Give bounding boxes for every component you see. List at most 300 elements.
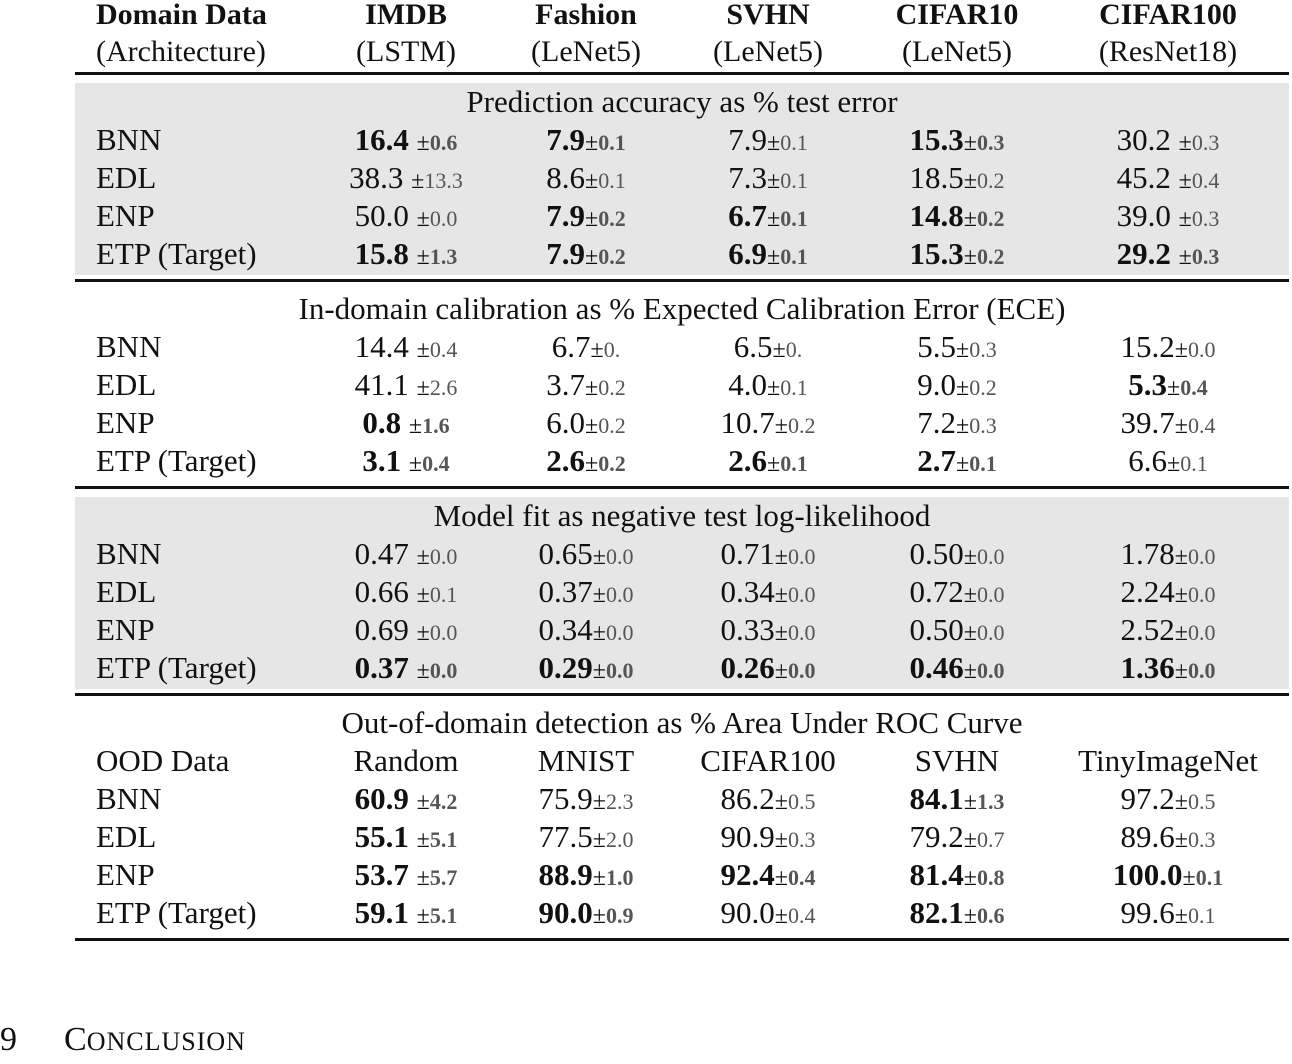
metric-cell [1121,894,1216,932]
metric-value: 6.6 [1128,443,1168,478]
plus-minus-symbol: ± [416,130,430,156]
metric-cell [910,780,1005,818]
plus-minus-symbol: ± [592,582,606,608]
metric-cell [546,235,625,273]
header-row-2 [75,36,1289,72]
plus-minus-symbol: ± [592,658,606,684]
metric-value: 0.33 [720,612,775,647]
table-row [75,649,1289,687]
metric-cell [728,121,807,159]
plus-minus-symbol: ± [1174,582,1188,608]
heading-rest: ONCLUSION [86,1027,246,1056]
metric-std: 0.3 [969,413,997,438]
metric-std: 0.3 [1187,827,1216,852]
metric-cell [355,366,458,404]
metric-cell [355,121,458,159]
metric-value: 50.0 [354,198,409,233]
metric-cell [362,404,449,442]
metric-std: 0.1 [969,451,997,476]
metric-value: 2.52 [1120,612,1175,647]
plus-minus-symbol: ± [1174,337,1188,363]
plus-minus-symbol: ± [1174,620,1188,646]
metric-cell [728,197,807,235]
header-col-5: CIFAR100 [1099,0,1237,31]
metric-std: 0.5 [1187,789,1216,814]
metric-value: 2.6 [728,443,768,478]
metric-std: 0.0 [605,658,634,683]
metric-std: 0.4 [787,903,816,928]
plus-minus-symbol: ± [408,451,423,477]
metric-value: 0.34 [720,574,775,609]
plus-minus-symbol: ± [592,544,606,570]
metric-std: 0.0 [976,544,1005,569]
metric-std: 0.1 [780,244,808,269]
metric-cell [1117,159,1220,197]
table-row [75,366,1289,404]
metric-std: 0.1 [1180,451,1208,476]
metric-cell [355,611,458,649]
table-body [75,83,1289,941]
metric-std: 0.1 [1195,865,1224,890]
plus-minus-symbol: ± [416,903,430,929]
plus-minus-symbol: ± [1167,451,1181,477]
plus-minus-symbol: ± [963,827,977,853]
metric-std: 0.1 [780,130,808,155]
metric-cell [546,197,625,235]
metric-cell [721,573,816,611]
table-row [75,818,1289,856]
metric-cell [917,328,996,366]
metric-value: 53.7 [354,857,409,892]
plus-minus-symbol: ± [416,827,430,853]
plus-minus-symbol: ± [963,658,977,684]
metric-cell [546,404,625,442]
plus-minus-symbol: ± [963,244,977,270]
plus-minus-symbol: ± [767,451,781,477]
metric-value: 2.7 [917,443,957,478]
metric-std: 0.4 [1191,168,1220,193]
metric-std: 0.2 [598,451,626,476]
metric-cell [349,159,463,197]
header-domain-data: Domain Data [96,0,267,31]
plus-minus-symbol: ± [774,413,788,439]
metric-std: 0.0 [976,620,1005,645]
plus-minus-symbol: ± [956,413,970,439]
metric-value: 88.9 [538,857,593,892]
plus-minus-symbol: ± [592,827,606,853]
plus-minus-symbol: ± [1167,375,1181,401]
plus-minus-symbol: ± [416,620,430,646]
metric-value: 38.3 [349,160,404,195]
table-row [75,328,1289,366]
metric-cell [721,404,816,442]
ood-subheader-row [75,742,1289,780]
metric-cell [917,366,996,404]
metric-value: 55.1 [354,819,409,854]
metric-std: 0.2 [787,413,816,438]
metric-std: 0.0 [976,658,1005,683]
metric-cell [910,573,1005,611]
metric-value: 10.7 [720,405,775,440]
metric-cell [1121,780,1216,818]
metric-value: 5.3 [1128,367,1168,402]
metric-std: 0.2 [598,244,626,269]
ood-data-label: OOD Data [96,743,230,778]
metric-std: 0.7 [976,827,1005,852]
metric-value: 16.4 [354,122,409,157]
metric-value: 92.4 [720,857,775,892]
metric-cell [539,649,634,687]
metric-std: 0.0 [429,620,458,645]
metric-cell [355,235,458,273]
plus-minus-symbol: ± [1178,168,1192,194]
section-1 [75,83,1289,275]
plus-minus-symbol: ± [1174,413,1188,439]
metric-value: 9.0 [917,367,957,402]
plus-minus-symbol: ± [585,168,599,194]
metric-cell [910,894,1005,932]
metric-cell [1121,611,1216,649]
plus-minus-symbol: ± [963,789,977,815]
metric-value: 5.5 [917,329,957,364]
metric-cell [539,611,634,649]
header-row-1 [75,0,1289,36]
metric-std: 0.0 [1187,337,1216,362]
plus-minus-symbol: ± [592,903,606,929]
metric-cell [910,121,1005,159]
header-arch-2: (LeNet5) [531,35,641,68]
metric-value: 0.47 [354,536,409,571]
metric-cell [539,535,634,573]
metric-cell [917,442,996,480]
plus-minus-symbol: ± [772,337,786,363]
table-row [75,121,1289,159]
metric-value: 0.29 [538,650,593,685]
section-title: Prediction accuracy as % test error [466,84,898,119]
metric-std: 0.4 [1180,375,1208,400]
metric-std: 0.1 [780,375,808,400]
plus-minus-symbol: ± [774,658,788,684]
metric-value: 59.1 [354,895,409,930]
metric-cell [539,856,634,894]
metric-cell [355,573,458,611]
plus-minus-symbol: ± [956,375,970,401]
method-label: ENP [96,612,155,647]
metric-cell [539,780,634,818]
header-col-4: CIFAR10 [895,0,1019,31]
plus-minus-symbol: ± [774,620,788,646]
header-arch-4: (LeNet5) [902,35,1012,68]
plus-minus-symbol: ± [963,865,977,891]
metric-cell [1121,404,1216,442]
metric-cell [734,328,802,366]
metric-value: 0.26 [720,650,775,685]
metric-cell [721,818,816,856]
metric-cell [355,894,458,932]
metric-value: 0.71 [720,536,775,571]
metric-std: 1.6 [422,413,450,438]
metric-std: 5.1 [429,903,458,928]
metric-std: 1.3 [976,789,1005,814]
plus-minus-symbol: ± [592,865,606,891]
metric-value: 81.4 [909,857,964,892]
metric-cell [728,235,807,273]
metric-value: 0.66 [354,574,409,609]
plus-minus-symbol: ± [416,375,430,401]
method-label: ENP [96,857,155,892]
metric-value: 1.36 [1120,650,1175,685]
plus-minus-symbol: ± [963,130,977,156]
metric-cell [1117,121,1220,159]
metric-cell [910,159,1005,197]
metric-std: 0.0 [1187,544,1216,569]
table-row [75,611,1289,649]
table-row [75,404,1289,442]
metric-std: 0.3 [1191,130,1220,155]
metric-value: 6.7 [728,198,768,233]
metric-std: 0.2 [598,413,626,438]
metric-value: 2.24 [1120,574,1175,609]
method-label: EDL [96,574,157,609]
metric-value: 60.9 [354,781,409,816]
metric-cell [539,894,634,932]
metric-cell [546,159,625,197]
section-3 [75,497,1289,689]
metric-value: 0.8 [362,405,402,440]
metric-value: 1.78 [1120,536,1175,571]
plus-minus-symbol: ± [1174,827,1188,853]
table-row [75,780,1289,818]
plus-minus-symbol: ± [963,168,977,194]
metric-value: 6.7 [551,329,591,364]
plus-minus-symbol: ± [416,544,430,570]
plus-minus-symbol: ± [774,903,788,929]
metric-cell [1121,573,1216,611]
results-table [75,0,1289,941]
metric-cell [910,535,1005,573]
plus-minus-symbol: ± [963,544,977,570]
metric-std: 0.1 [780,451,808,476]
plus-minus-symbol: ± [1174,544,1188,570]
metric-value: 7.9 [546,236,586,271]
metric-std: 5.7 [429,865,458,890]
plus-minus-symbol: ± [1174,789,1188,815]
metric-value: 86.2 [720,781,775,816]
metric-std: 0.4 [429,337,458,362]
method-label: BNN [96,122,162,157]
metric-std: 0.8 [976,865,1005,890]
plus-minus-symbol: ± [1178,130,1192,156]
metric-value: 15.2 [1120,329,1175,364]
plus-minus-symbol: ± [411,168,425,194]
metric-value: 39.7 [1120,405,1175,440]
plus-minus-symbol: ± [774,789,788,815]
metric-std: 0.1 [780,168,808,193]
metric-value: 0.72 [909,574,964,609]
metric-cell [1128,442,1207,480]
metric-std: 0.3 [1191,244,1220,269]
metric-cell [910,611,1005,649]
metric-std: 0.0 [429,544,458,569]
metric-std: 2.0 [605,827,634,852]
section-heading [0,1018,246,1064]
metric-cell [910,235,1005,273]
metric-value: 89.6 [1120,819,1175,854]
plus-minus-symbol: ± [1178,206,1192,232]
plus-minus-symbol: ± [585,244,599,270]
plus-minus-symbol: ± [963,206,977,232]
method-label: ETP (Target) [96,443,257,478]
metric-value: 15.3 [909,122,964,157]
metric-value: 15.8 [354,236,409,271]
metric-value: 77.5 [538,819,593,854]
method-label: ENP [96,198,155,233]
metric-cell [546,366,625,404]
metric-cell [362,442,449,480]
method-label: EDL [96,160,157,195]
table-row [75,442,1289,480]
plus-minus-symbol: ± [592,789,606,815]
metric-std: 0.1 [780,206,808,231]
metric-cell [1121,818,1216,856]
table-row [75,235,1289,273]
metric-cell [1121,328,1216,366]
plus-minus-symbol: ± [1174,903,1188,929]
section-rule [75,938,1289,941]
method-label: ETP (Target) [96,650,257,685]
plus-minus-symbol: ± [416,658,430,684]
metric-cell [1113,856,1223,894]
header-col-1: IMDB [365,0,447,31]
plus-minus-symbol: ± [956,451,970,477]
plus-minus-symbol: ± [1178,244,1192,270]
metric-value: 14.4 [354,329,409,364]
metric-cell [1121,649,1216,687]
plus-minus-symbol: ± [585,130,599,156]
metric-std: 0.0 [787,544,816,569]
section-4 [75,704,1289,934]
metric-value: 41.1 [354,367,409,402]
metric-cell [355,818,458,856]
metric-std: 0.0 [976,582,1005,607]
metric-std: 2.6 [429,375,458,400]
plus-minus-symbol: ± [416,865,430,891]
metric-cell [910,197,1005,235]
metric-std: 2.3 [605,789,634,814]
metric-value: 0.37 [538,574,593,609]
metric-value: 7.9 [546,198,586,233]
metric-value: 84.1 [909,781,964,816]
metric-std: 0.1 [598,168,626,193]
plus-minus-symbol: ± [585,413,599,439]
metric-std: 0.0 [787,620,816,645]
plus-minus-symbol: ± [767,168,781,194]
metric-value: 45.2 [1116,160,1171,195]
plus-minus-symbol: ± [416,206,430,232]
method-label: ETP (Target) [96,236,257,271]
plus-minus-symbol: ± [774,827,788,853]
metric-std: 1.0 [605,865,634,890]
metric-value: 7.9 [546,122,586,157]
metric-cell [721,649,816,687]
metric-cell [355,856,458,894]
metric-std: 0.0 [605,544,634,569]
metric-std: 0.0 [787,582,816,607]
metric-value: 0.50 [909,612,964,647]
metric-std: 0.1 [598,130,626,155]
metric-cell [728,442,807,480]
metric-value: 7.3 [728,160,768,195]
metric-std: 0.0 [429,206,458,231]
metric-cell [355,649,458,687]
plus-minus-symbol: ± [408,413,423,439]
header-col-3: SVHN [726,0,810,31]
metric-cell [1117,197,1220,235]
plus-minus-symbol: ± [774,544,788,570]
metric-value: 90.9 [720,819,775,854]
metric-cell [910,818,1005,856]
metric-value: 8.6 [546,160,586,195]
metric-std: 4.2 [429,789,458,814]
plus-minus-symbol: ± [585,206,599,232]
section-number: 9 [0,1021,17,1058]
metric-value: 82.1 [909,895,964,930]
metric-cell [910,649,1005,687]
plus-minus-symbol: ± [416,337,430,363]
plus-minus-symbol: ± [963,582,977,608]
metric-std: 1.3 [429,244,458,269]
metric-std: 13.3 [424,168,463,193]
table-row [75,573,1289,611]
table-row [75,197,1289,235]
plus-minus-symbol: ± [767,244,781,270]
table-row [75,894,1289,932]
metric-std: 0.3 [787,827,816,852]
metric-std: 0.2 [598,375,626,400]
metric-value: 0.37 [354,650,409,685]
metric-std: 0.3 [976,130,1005,155]
plus-minus-symbol: ± [963,620,977,646]
metric-value: 29.2 [1116,236,1171,271]
method-label: BNN [96,781,162,816]
metric-value: 30.2 [1116,122,1171,157]
plus-minus-symbol: ± [1174,658,1188,684]
metric-std: 0.0 [1187,582,1216,607]
metric-cell [721,535,816,573]
header-arch-3: (LeNet5) [713,35,823,68]
plus-minus-symbol: ± [767,130,781,156]
metric-cell [721,780,816,818]
metric-std: 0.6 [429,130,458,155]
metric-std: 0.0 [605,620,634,645]
method-label: EDL [96,367,157,402]
plus-minus-symbol: ± [590,337,604,363]
metric-cell [355,328,458,366]
metric-value: 0.69 [354,612,409,647]
metric-value: 3.7 [546,367,586,402]
metric-std: 0.0 [605,582,634,607]
plus-minus-symbol: ± [767,375,781,401]
ood-dataset-header: CIFAR100 [700,743,836,778]
metric-value: 18.5 [909,160,964,195]
metric-std: 0. [785,337,803,362]
plus-minus-symbol: ± [585,451,599,477]
metric-cell [917,404,996,442]
metric-value: 39.0 [1116,198,1171,233]
metric-value: 97.2 [1120,781,1175,816]
metric-value: 4.0 [728,367,768,402]
metric-value: 6.0 [546,405,586,440]
